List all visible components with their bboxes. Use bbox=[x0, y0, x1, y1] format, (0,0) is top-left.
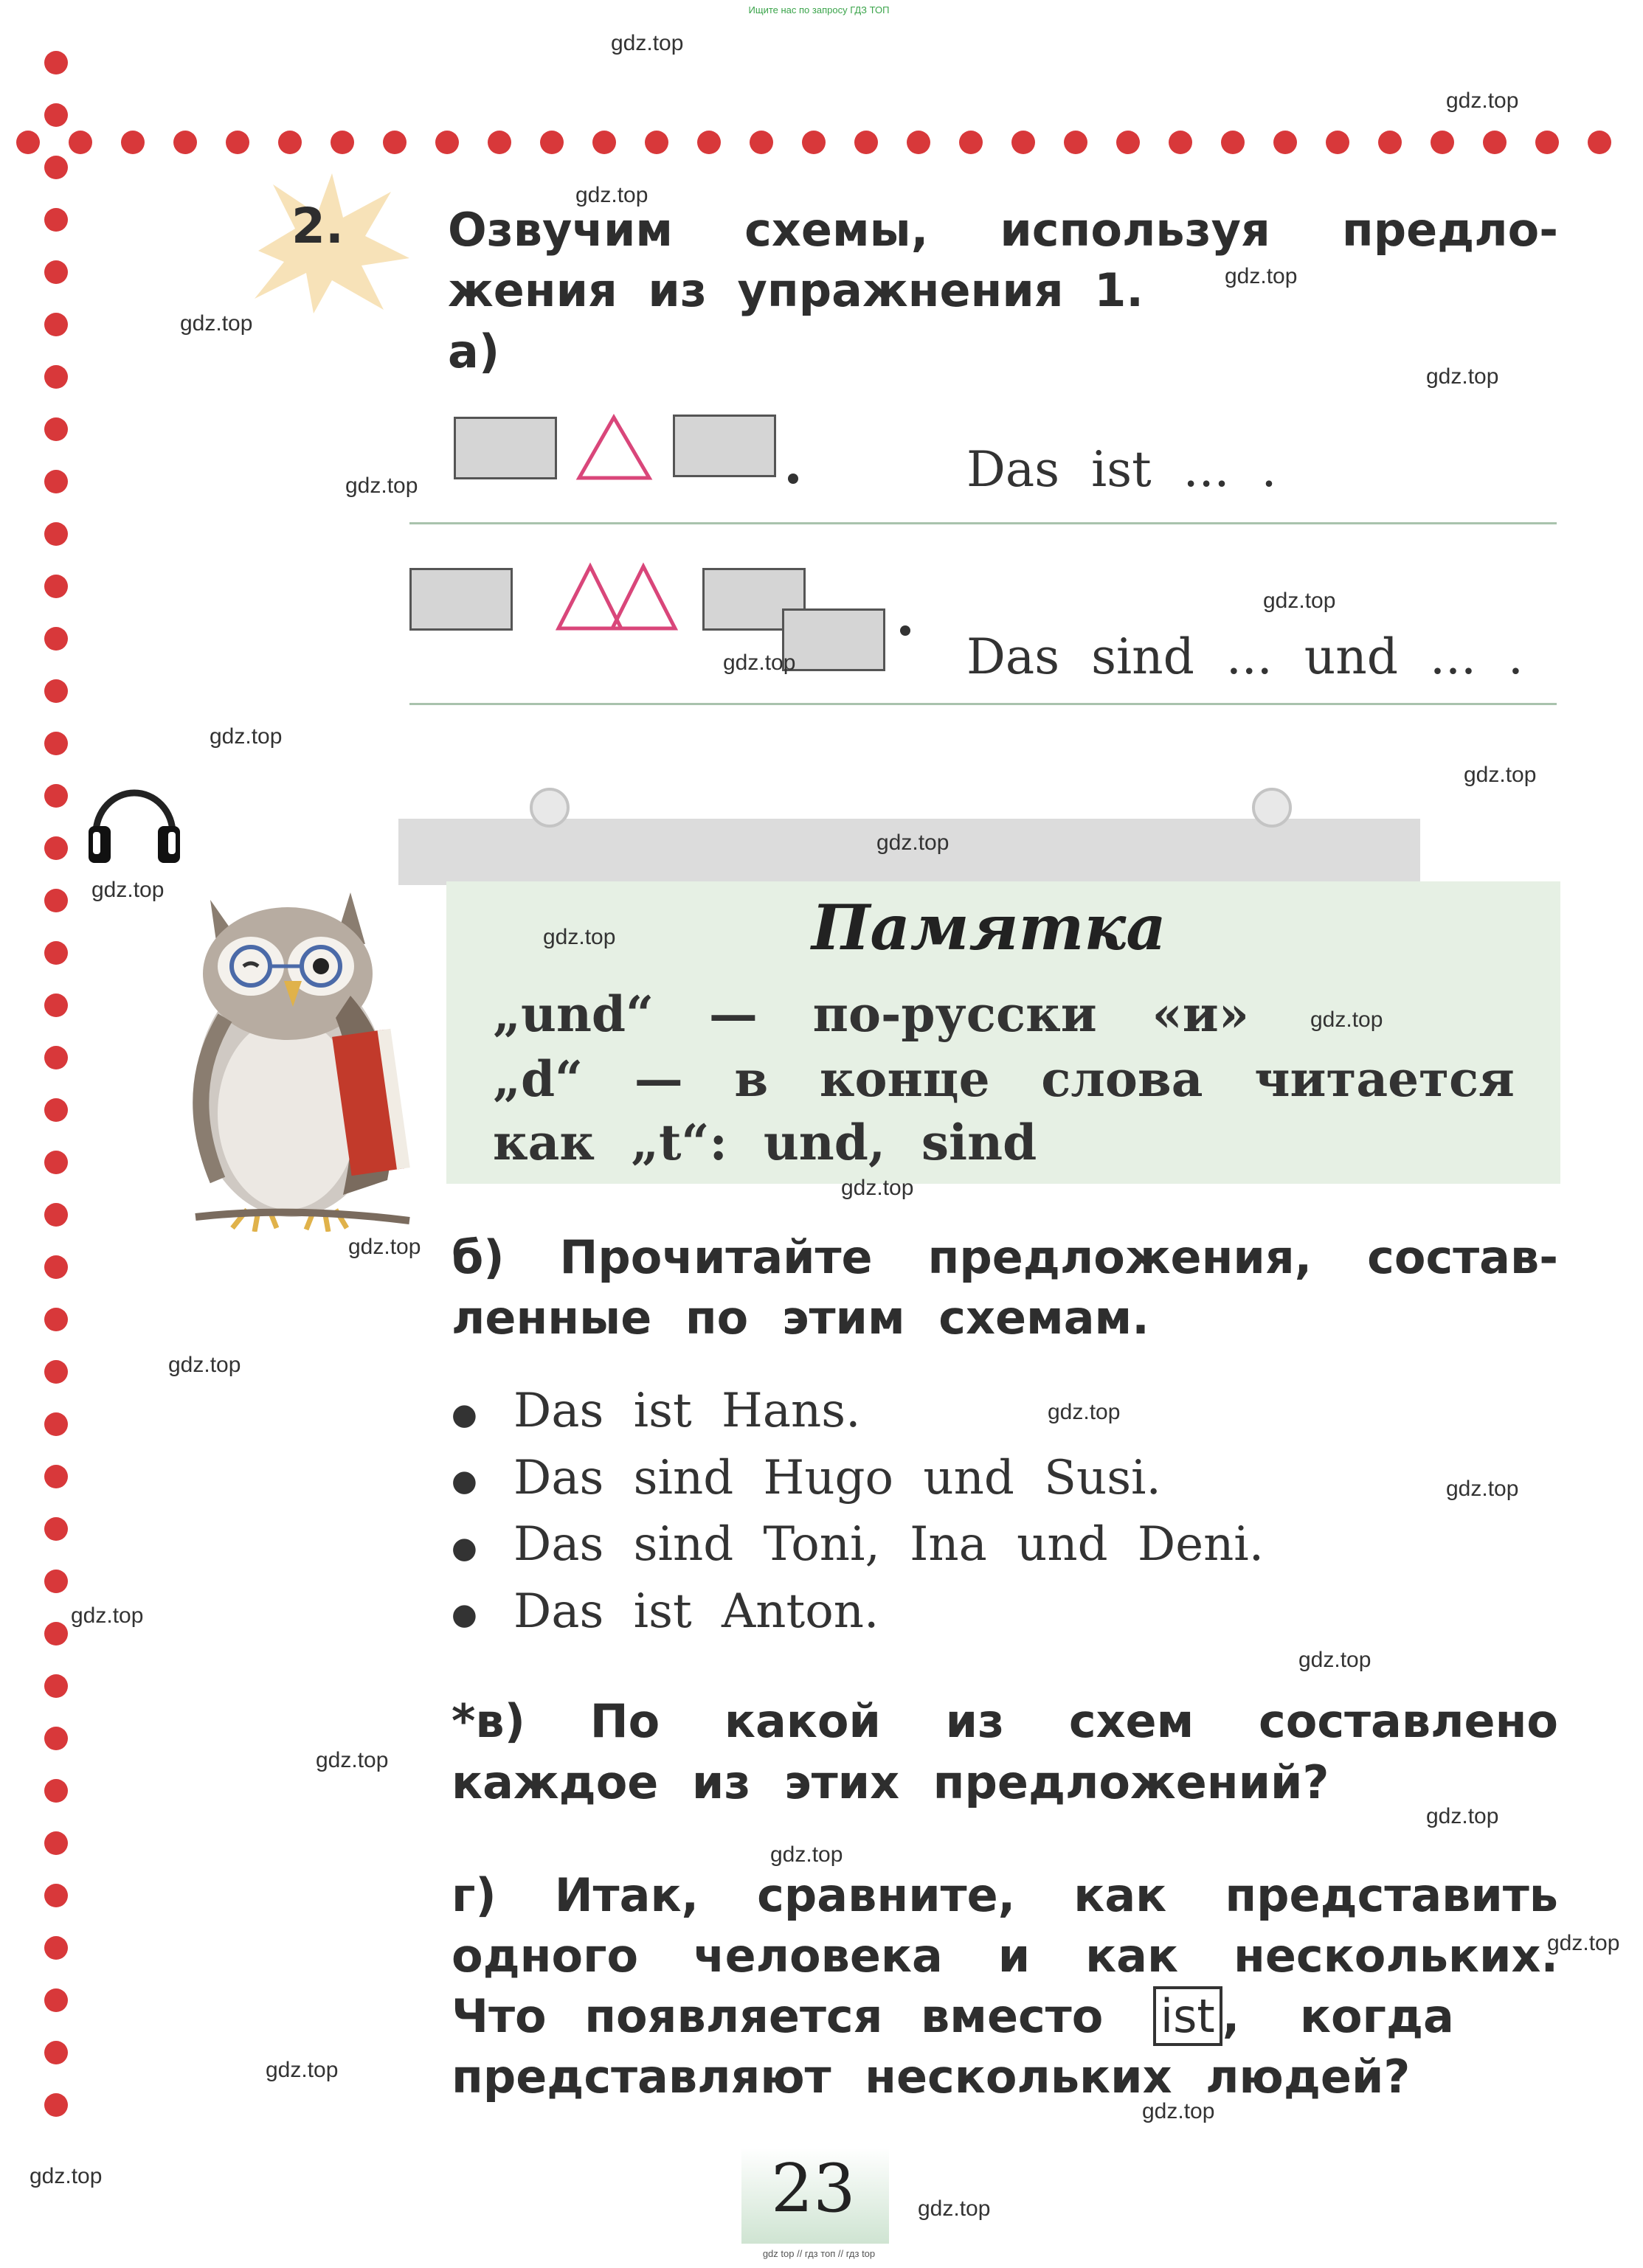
watermark: gdz.top bbox=[1547, 1931, 1620, 1955]
watermark: gdz.top bbox=[345, 474, 418, 498]
border-dot bbox=[16, 131, 40, 154]
watermark: gdz.top bbox=[1464, 763, 1537, 787]
scheme2-sentence: Das sind ... und ... . bbox=[966, 628, 1523, 685]
memo-title: Памятка bbox=[812, 891, 1166, 964]
border-dot bbox=[44, 1308, 68, 1331]
border-dot bbox=[854, 131, 878, 154]
scheme-dot bbox=[788, 474, 798, 484]
watermark: gdz.top bbox=[1426, 364, 1499, 389]
part-b-line1: б) Прочитайте предложения, состав- bbox=[452, 1230, 1558, 1284]
watermark: gdz.top bbox=[266, 2058, 339, 2082]
border-dot bbox=[44, 417, 68, 441]
divider-line bbox=[409, 703, 1557, 705]
border-dot bbox=[44, 208, 68, 232]
border-dot bbox=[44, 836, 68, 860]
border-dot bbox=[802, 131, 826, 154]
border-dot bbox=[44, 365, 68, 389]
border-dot bbox=[1116, 131, 1140, 154]
memo-line3: как „t“: und, sind bbox=[493, 1114, 1037, 1171]
border-dot bbox=[540, 131, 564, 154]
watermark: gdz.top bbox=[876, 830, 950, 855]
border-dot bbox=[44, 1622, 68, 1645]
border-dot bbox=[435, 131, 459, 154]
border-dot bbox=[44, 51, 68, 74]
border-dot bbox=[1221, 131, 1245, 154]
border-dot bbox=[173, 131, 197, 154]
border-dot bbox=[750, 131, 773, 154]
part-v-line1: *в) По какой из схем составлено bbox=[452, 1694, 1558, 1748]
border-dot bbox=[44, 2041, 68, 2064]
border-dot bbox=[44, 103, 68, 127]
sentence-list bbox=[452, 1379, 1264, 1646]
watermark: gdz.top bbox=[770, 1842, 843, 1867]
border-dot bbox=[1431, 131, 1454, 154]
top-banner: Ищите нас по запросу ГДЗ ТОП bbox=[748, 4, 890, 15]
part-g-line2: одного человека и как нескольких. bbox=[452, 1929, 1558, 1983]
part-b-line2: ленные по этим схемам. bbox=[452, 1291, 1149, 1345]
watermark: gdz.top bbox=[1142, 2099, 1215, 2123]
watermark: gdz.top bbox=[316, 1748, 389, 1772]
boxed-word-ist: ist bbox=[1153, 1986, 1222, 2046]
bottom-banner: gdz top // гдз топ // гдз top bbox=[762, 2248, 876, 2259]
border-dot bbox=[44, 1674, 68, 1698]
watermark: gdz.top bbox=[543, 925, 616, 949]
list-item: ● Das sind Hugo und Susi. bbox=[452, 1450, 1161, 1505]
border-dot bbox=[44, 313, 68, 336]
watermark: gdz.top bbox=[1048, 1400, 1121, 1424]
exercise-number: 2. bbox=[291, 198, 344, 254]
scheme-dot bbox=[900, 625, 910, 636]
watermark: gdz.top bbox=[71, 1603, 144, 1628]
border-dot bbox=[278, 131, 302, 154]
border-dot bbox=[44, 1517, 68, 1541]
border-dot bbox=[44, 156, 68, 179]
list-item: ● Das ist Anton. bbox=[452, 1584, 879, 1639]
border-dot bbox=[1064, 131, 1087, 154]
watermark: gdz.top bbox=[575, 183, 648, 207]
part-g-line1: г) Итак, сравните, как представить bbox=[452, 1868, 1558, 1922]
watermark: gdz.top bbox=[1310, 1008, 1383, 1032]
border-dot bbox=[44, 2093, 68, 2117]
border-dot bbox=[44, 1779, 68, 1803]
border-dot bbox=[1483, 131, 1507, 154]
scheme-box bbox=[454, 417, 557, 479]
scheme-box bbox=[782, 608, 885, 671]
watermark: gdz.top bbox=[841, 1176, 914, 1200]
watermark: gdz.top bbox=[180, 311, 253, 336]
border-dot bbox=[959, 131, 983, 154]
border-dot bbox=[44, 1936, 68, 1960]
watermark: gdz.top bbox=[723, 651, 796, 675]
border-dot bbox=[44, 1727, 68, 1750]
pin-icon bbox=[1252, 788, 1292, 828]
border-dot bbox=[1169, 131, 1192, 154]
border-dot bbox=[44, 1412, 68, 1436]
border-dot bbox=[44, 1203, 68, 1227]
border-dot bbox=[44, 470, 68, 493]
border-dot bbox=[44, 1046, 68, 1069]
border-dot bbox=[488, 131, 511, 154]
watermark: gdz.top bbox=[91, 878, 165, 902]
owl-illustration bbox=[166, 870, 476, 1232]
memo-line1: „und“ — по-русски «и» bbox=[493, 985, 1249, 1043]
border-dot bbox=[44, 732, 68, 755]
triangle-icon bbox=[575, 413, 653, 481]
border-dot bbox=[44, 1831, 68, 1855]
headphones-icon bbox=[83, 767, 186, 867]
list-item: ● Das ist Hans. bbox=[452, 1384, 861, 1438]
part-v-line2: каждое из этих предложений? bbox=[452, 1755, 1329, 1809]
watermark: gdz.top bbox=[1446, 89, 1519, 113]
exercise-title-line2: жения из упражнения 1. bbox=[448, 263, 1144, 317]
watermark: gdz.top bbox=[918, 2196, 991, 2221]
watermark: gdz.top bbox=[30, 2164, 103, 2188]
border-dot bbox=[44, 1884, 68, 1907]
border-dot bbox=[44, 1098, 68, 1122]
border-dot bbox=[44, 1255, 68, 1279]
part-a-label: а) bbox=[448, 325, 500, 378]
border-dot bbox=[1326, 131, 1349, 154]
border-dot bbox=[226, 131, 249, 154]
border-dot bbox=[121, 131, 145, 154]
border-dot bbox=[44, 941, 68, 965]
border-dot bbox=[697, 131, 721, 154]
memo-line2: „d“ — в конце слова читается bbox=[493, 1050, 1515, 1108]
watermark: gdz.top bbox=[1225, 264, 1298, 288]
border-dot bbox=[44, 1151, 68, 1174]
border-dot bbox=[44, 1360, 68, 1384]
border-dot bbox=[44, 679, 68, 703]
watermark: gdz.top bbox=[168, 1353, 241, 1377]
watermark: gdz.top bbox=[611, 31, 684, 55]
exercise-title-line1: Озвучим схемы, используя предло- bbox=[448, 203, 1558, 257]
divider-line bbox=[409, 522, 1557, 524]
border-dot bbox=[44, 627, 68, 651]
border-dot bbox=[331, 131, 354, 154]
watermark: gdz.top bbox=[1426, 1804, 1499, 1828]
border-dot bbox=[69, 131, 92, 154]
border-dot bbox=[1588, 131, 1611, 154]
border-dot bbox=[44, 575, 68, 598]
border-dot bbox=[645, 131, 668, 154]
scheme-box bbox=[409, 568, 513, 631]
border-dot bbox=[383, 131, 407, 154]
list-item: ● Das sind Toni, Ina und Deni. bbox=[452, 1517, 1265, 1572]
border-dot bbox=[44, 889, 68, 912]
border-dot bbox=[44, 522, 68, 546]
part-g-line4: представляют нескольких людей? bbox=[452, 2050, 1411, 2104]
watermark: gdz.top bbox=[1446, 1477, 1519, 1501]
watermark: gdz.top bbox=[210, 724, 283, 749]
border-dot bbox=[592, 131, 616, 154]
scheme-box bbox=[673, 415, 776, 477]
border-dot bbox=[44, 1465, 68, 1488]
border-dot bbox=[44, 993, 68, 1017]
part-g-line3: Что появляется вместо ist , когда bbox=[452, 1989, 1454, 2043]
border-dot bbox=[1011, 131, 1035, 154]
border-dot bbox=[1535, 131, 1559, 154]
border-dot bbox=[1273, 131, 1297, 154]
double-triangle-icon bbox=[555, 562, 688, 632]
watermark: gdz.top bbox=[348, 1235, 421, 1259]
watermark: gdz.top bbox=[1263, 589, 1336, 613]
border-dot bbox=[44, 1570, 68, 1593]
border-dot bbox=[1378, 131, 1402, 154]
scheme1-sentence: Das ist ... . bbox=[966, 441, 1277, 498]
watermark: gdz.top bbox=[1298, 1648, 1372, 1672]
border-dot bbox=[44, 1988, 68, 2012]
border-dot bbox=[907, 131, 930, 154]
border-dot bbox=[44, 260, 68, 284]
border-dot bbox=[44, 784, 68, 808]
page-number: 23 bbox=[771, 2150, 856, 2227]
pin-icon bbox=[530, 788, 570, 828]
